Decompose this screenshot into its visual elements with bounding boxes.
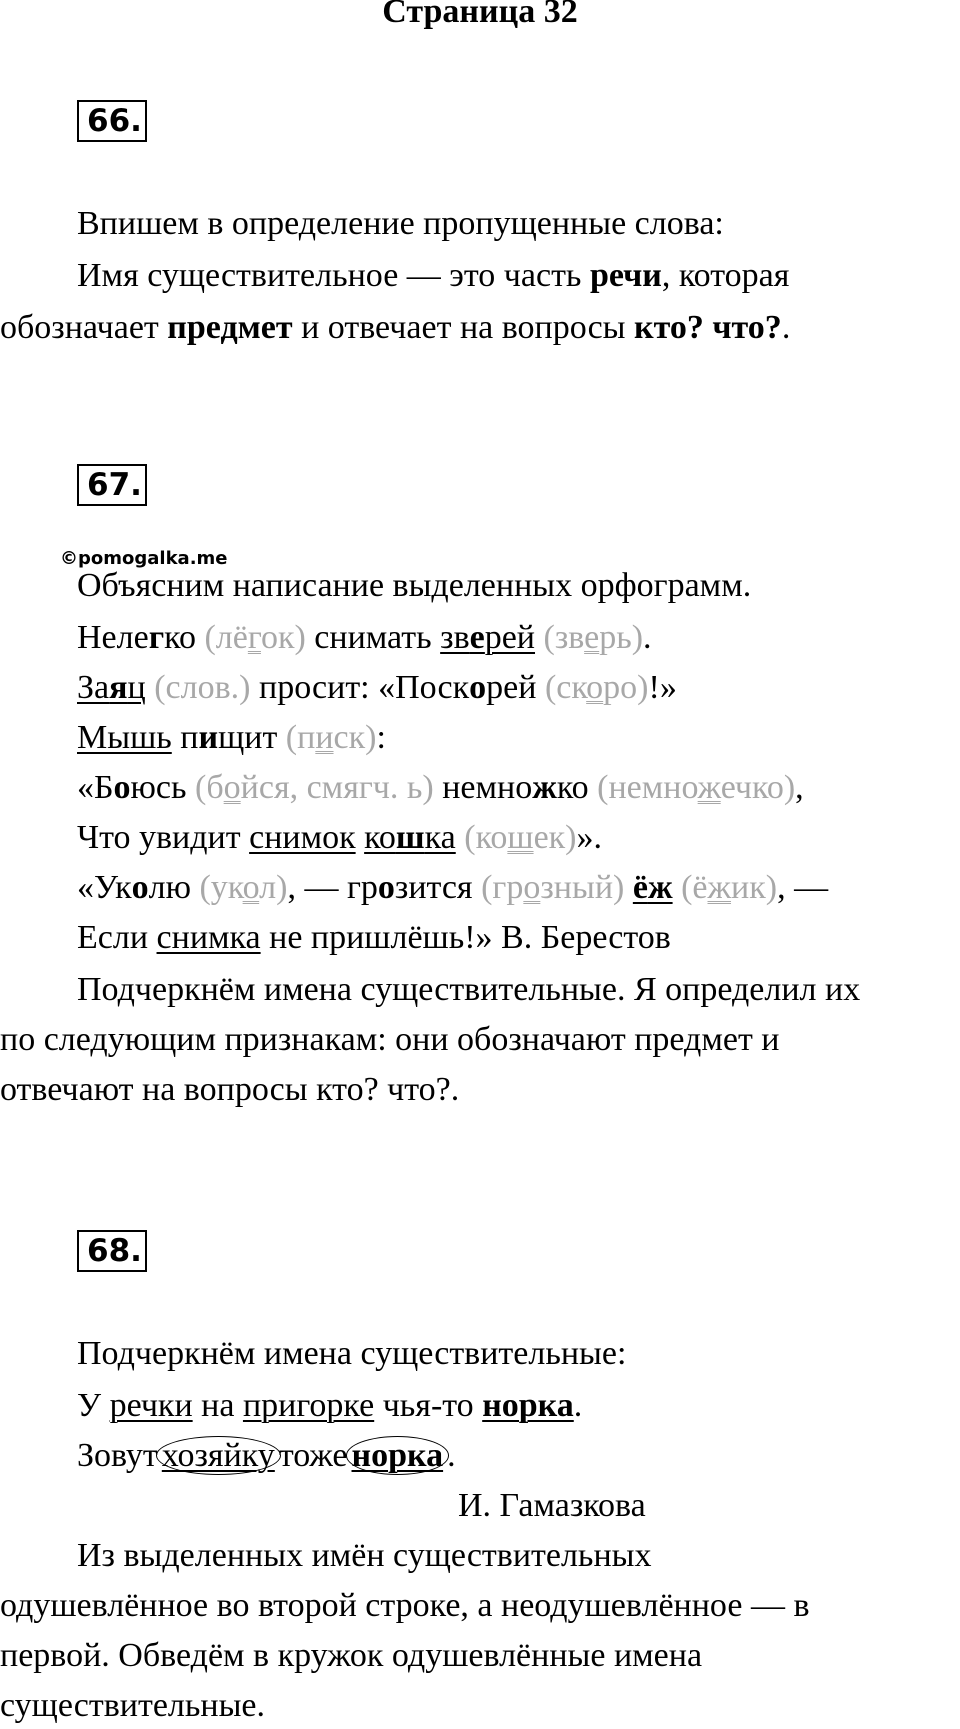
circled-word-bold: норка bbox=[346, 1436, 450, 1475]
ex68-text-1: Из выделенных имён существительных bbox=[77, 1537, 652, 1574]
exercise-67-number: 67. bbox=[77, 464, 147, 506]
exercise-68-number: 68. bbox=[77, 1230, 147, 1272]
ex68-poem-line-2: Зовут хозяйку тоже норка . bbox=[77, 1437, 456, 1474]
ex66-line-1: Впишем в определение пропущенные слова: bbox=[77, 205, 724, 242]
ex67-conclusion-3: отвечают на вопросы кто? что?. bbox=[0, 1071, 460, 1108]
poem-line-4: «Боюсь (бойся, смягч. ь) немножко (немножечко), bbox=[77, 769, 804, 806]
circled-word: хозяйку bbox=[156, 1436, 281, 1475]
poem-line-1: Нелегко (лёгок) снимать зверей (зверь). bbox=[77, 619, 652, 656]
page-title: Страница 32 bbox=[382, 0, 578, 30]
ex68-text-3: первой. Обведём в кружок одушевлённые имена bbox=[0, 1637, 703, 1674]
ex66-line-3: обозначает предмет и отвечает на вопросы кто? что?. bbox=[0, 309, 791, 346]
ex67-conclusion-2: по следующим признакам: они обозначают предмет и bbox=[0, 1021, 780, 1058]
ex68-text-4: существительные. bbox=[0, 1687, 266, 1724]
ex67-intro: Объясним написание выделенных орфограмм. bbox=[77, 567, 752, 604]
ex68-intro: Подчеркнём имена существительные: bbox=[77, 1335, 627, 1372]
ex67-conclusion-1: Подчеркнём имена существительные. Я определил их bbox=[77, 971, 861, 1008]
ex68-text-2: одушевлённое во второй строке, а неодушевлённое — в bbox=[0, 1587, 810, 1624]
poem-line-7: Если снимка не пришлёшь!» В. Берестов bbox=[77, 919, 671, 956]
exercise-66-number: 66. bbox=[77, 100, 147, 142]
poem-line-3: Мышь пищит (писк): bbox=[77, 719, 386, 756]
poem-line-5: Что увидит снимок кошка (кошек)». bbox=[77, 819, 602, 856]
ex68-poem-line-1: У речки на пригорке чья-то норка. bbox=[77, 1387, 583, 1424]
poem-author: И. Гамазкова bbox=[458, 1487, 646, 1524]
poem-line-6: «Уколю (укол), — грозится (грозный) ёж (ёжик), — bbox=[77, 869, 829, 906]
poem-line-2: Заяц (слов.) просит: «Поскорей (скоро)!» bbox=[77, 669, 677, 706]
watermark: ©pomogalka.me bbox=[60, 548, 228, 569]
ex66-line-2: Имя существительное — это часть речи, которая bbox=[77, 257, 790, 294]
